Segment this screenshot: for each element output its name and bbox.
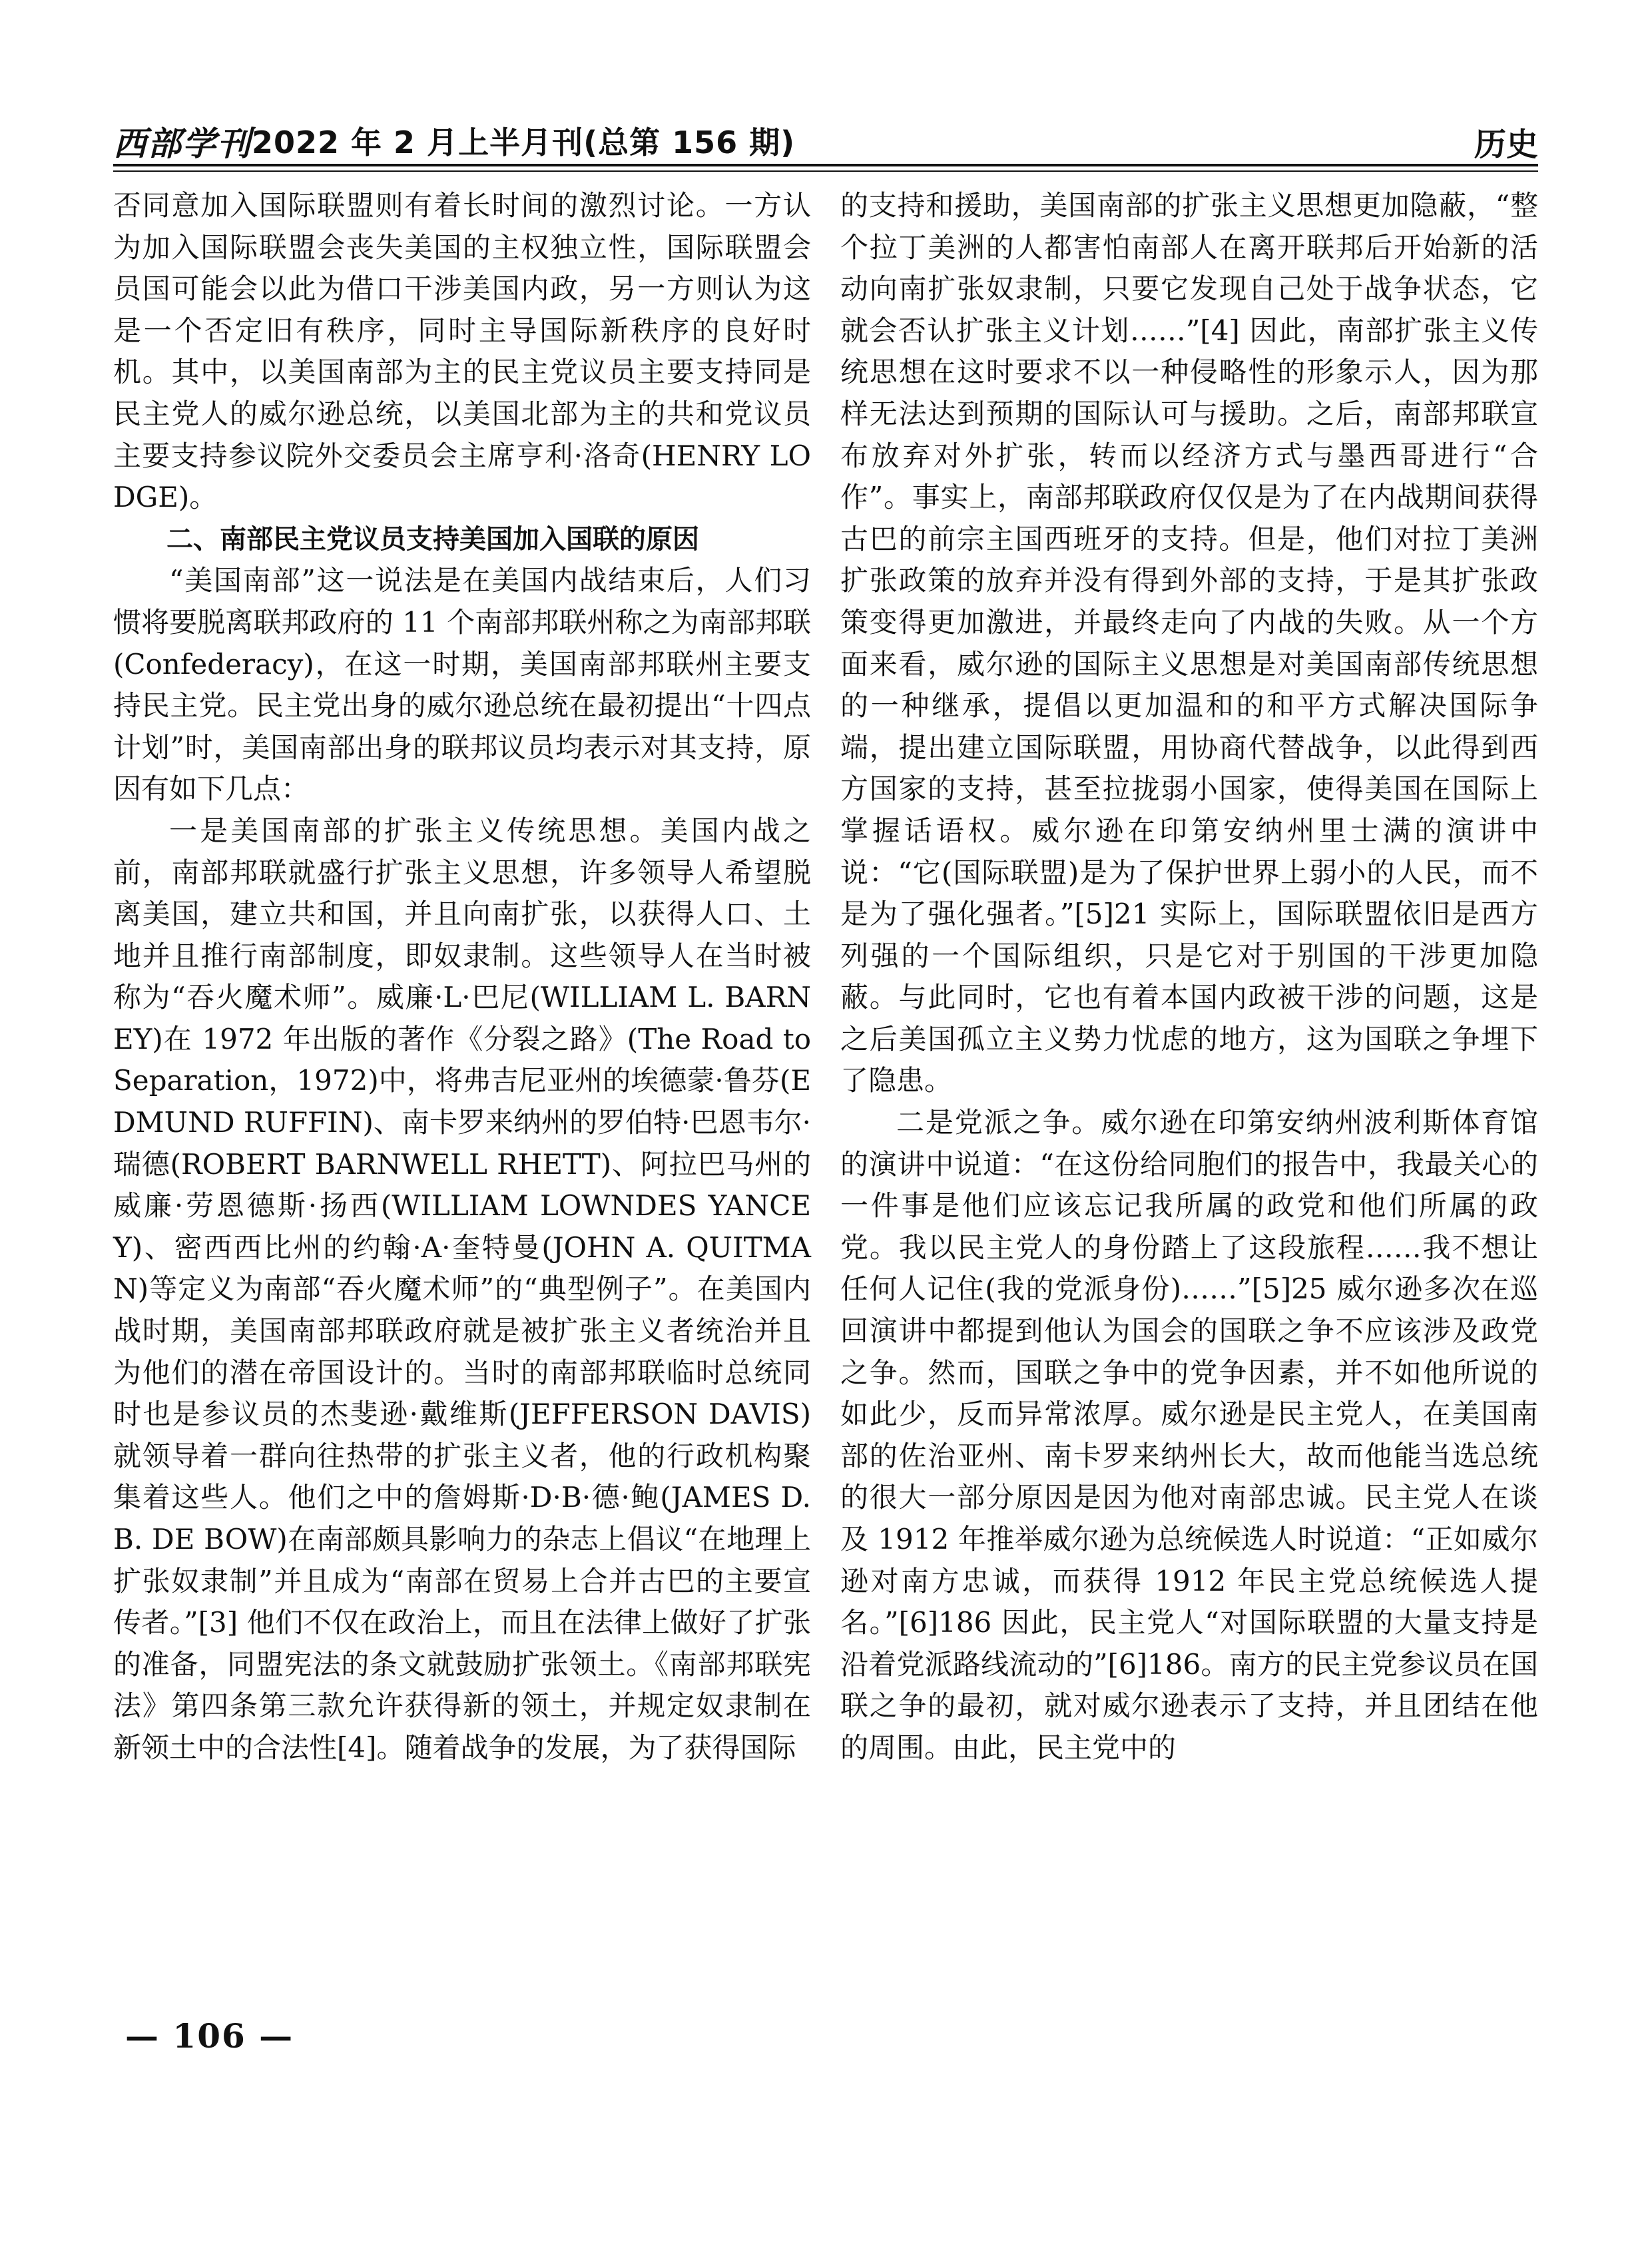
paragraph: 的支持和援助，美国南部的扩张主义思想更加隐蔽，“整个拉丁美洲的人都害怕南部人在离开联邦后开始新的活动向南扩张奴隶制，只要它发现自己处于战争状态，它就会否认扩张主义计划……”[4] 因此，南部扩张主义传统思想在这时要求不以一种侵略性的形象示人，因为那样无法达到预期的国际认可与援助。之后，南部邦联宣布放弃对外扩张，转而以经济方式与墨西哥进行“合作”。事实上，南部邦联政府仅仅是为了在内战期间获得古巴的前宗主国西班牙的支持。但是，他们对拉丁美洲扩张政策的放弃并没有得到外部的支持，于是其扩张政策变得更加激进，并最终走向了内战的失败。从一个方面来看，威尔逊的国际主义思想是对美国南部传统思想的一种继承，提倡以更加温和的和平方式解决国际争端，提出建立国际联盟，用协商代替战争，以此得到西方国家的支持，甚至拉拢弱小国家，使得美国在国际上掌握话语权。威尔逊在印第安纳州里士满的演讲中说：“它(国际联盟)是为了保护世界上弱小的人民，而不是为了强化强者。”[5]21 实际上，国际联盟依旧是西方列强的一个国际组织，只是它对于别国的干涉更加隐蔽。与此同时，它也有着本国内政被干涉的问题，这是之后美国孤立主义势力忧虑的地方，这为国联之争埋下了隐患。 xyxy=(840,189,1538,1097)
header-rule-thin xyxy=(113,170,1538,172)
page-number: — 106 — xyxy=(125,2016,294,2056)
paragraph: 否同意加入国际联盟则有着长时间的激烈讨论。一方认为加入国际联盟会丧失美国的主权独立性，国际联盟会员国可能会以此为借口干涉美国内政，另一方则认为这是一个否定旧有秩序，同时主导国际新秩序的良好时机。其中，以美国南部为主的民主党议员主要支持同是民主党人的威尔逊总统，以美国北部为主的共和党议员主要支持参议院外交委员会主席亨利·洛奇(HENRY LODGE)。 xyxy=(113,189,811,514)
header-rule-thick xyxy=(113,164,1538,166)
paragraph: “美国南部”这一说法是在美国内战结束后，人们习惯将要脱离联邦政府的 11 个南部邦联州称之为南部邦联(Confederacy)，在这一时期，美国南部邦联州主要支持民主党。民主党出身的威尔逊总统在最初提出“十四点计划”时，美国南部出身的联邦议员均表示对其支持，原因有如下几点： xyxy=(113,564,811,806)
issue-info: 2022 年 2 月上半月刊(总第 156 期) xyxy=(252,125,796,160)
section-label: 历史 xyxy=(1474,126,1538,163)
page-header xyxy=(113,112,1538,164)
right-column xyxy=(840,185,1538,1769)
left-column xyxy=(113,185,811,1769)
paragraph: 一是美国南部的扩张主义传统思想。美国内战之前，南部邦联就盛行扩张主义思想，许多领导人希望脱离美国，建立共和国，并且向南扩张，以获得人口、土地并且推行南部制度，即奴隶制。这些领导人在当时被称为“吞火魔术师”。威廉·L·巴尼(WILLIAM L. BARNEY)在 1972 年出版的著作《分裂之路》(The Road to Separation，1972)中，将弗吉尼亚州的埃德蒙·鲁芬(EDMUND RUFFIN)、南卡罗来纳州的罗伯特·巴恩韦尔·瑞德(ROBERT BARNWELL RHETT)、阿拉巴马州的威廉·劳恩德斯·扬西(WILLIAM LOWNDES YANCEY)、密西西比州的约翰·A·奎特曼(JOHN A. QUITMAN)等定义为南部“吞火魔术师”的“典型例子”。在美国内战时期，美国南部邦联政府就是被扩张主义者统治并且为他们的潜在帝国设计的。当时的南部邦联临时总统同时也是参议员的杰斐逊·戴维斯(JEFFERSON DAVIS)就领导着一群向往热带的扩张主义者，他的行政机构聚集着这些人。他们之中的詹姆斯·D·B·德·鲍(JAMES D. B. DE BOW)在南部颇具影响力的杂志上倡议“在地理上扩张奴隶制”并且成为“南部在贸易上合并古巴的主要宣传者。”[3] 他们不仅在政治上，而且在法律上做好了扩张的准备，同盟宪法的条文就鼓励扩张领土。《南部邦联宪法》第四条第三款允许获得新的领土，并规定奴隶制在新领土中的合法性[4]。随着战争的发展，为了获得国际 xyxy=(113,814,811,1764)
paragraph: 二是党派之争。威尔逊在印第安纳州波利斯体育馆的演讲中说道：“在这份给同胞们的报告中，我最关心的一件事是他们应该忘记我所属的政党和他们所属的政党。我以民主党人的身份踏上了这段旅程……我不想让任何人记住(我的党派身份)……”[5]25 威尔逊多次在巡回演讲中都提到他认为国会的国联之争不应该涉及政党之争。然而，国联之争中的党争因素，并不如他所说的如此少，反而异常浓厚。威尔逊是民主党人，在美国南部的佐治亚州、南卡罗来纳州长大，故而他能当选总统的很大一部分原因是因为他对南部忠诚。民主党人在谈及 1912 年推举威尔逊为总统候选人时说道：“正如威尔逊对南方忠诚，而获得 1912 年民主党总统候选人提名。”[6]186 因此，民主党人“对国际联盟的大量支持是沿着党派路线流动的”[6]186。南方的民主党参议员在国联之争的最初，就对威尔逊表示了支持，并且团结在他的周围。由此，民主党中的 xyxy=(840,1106,1538,1764)
journal-logo: 西部学刊 xyxy=(113,124,252,163)
section-heading: 二、南部民主党议员支持美国加入国联的原因 xyxy=(166,523,699,555)
